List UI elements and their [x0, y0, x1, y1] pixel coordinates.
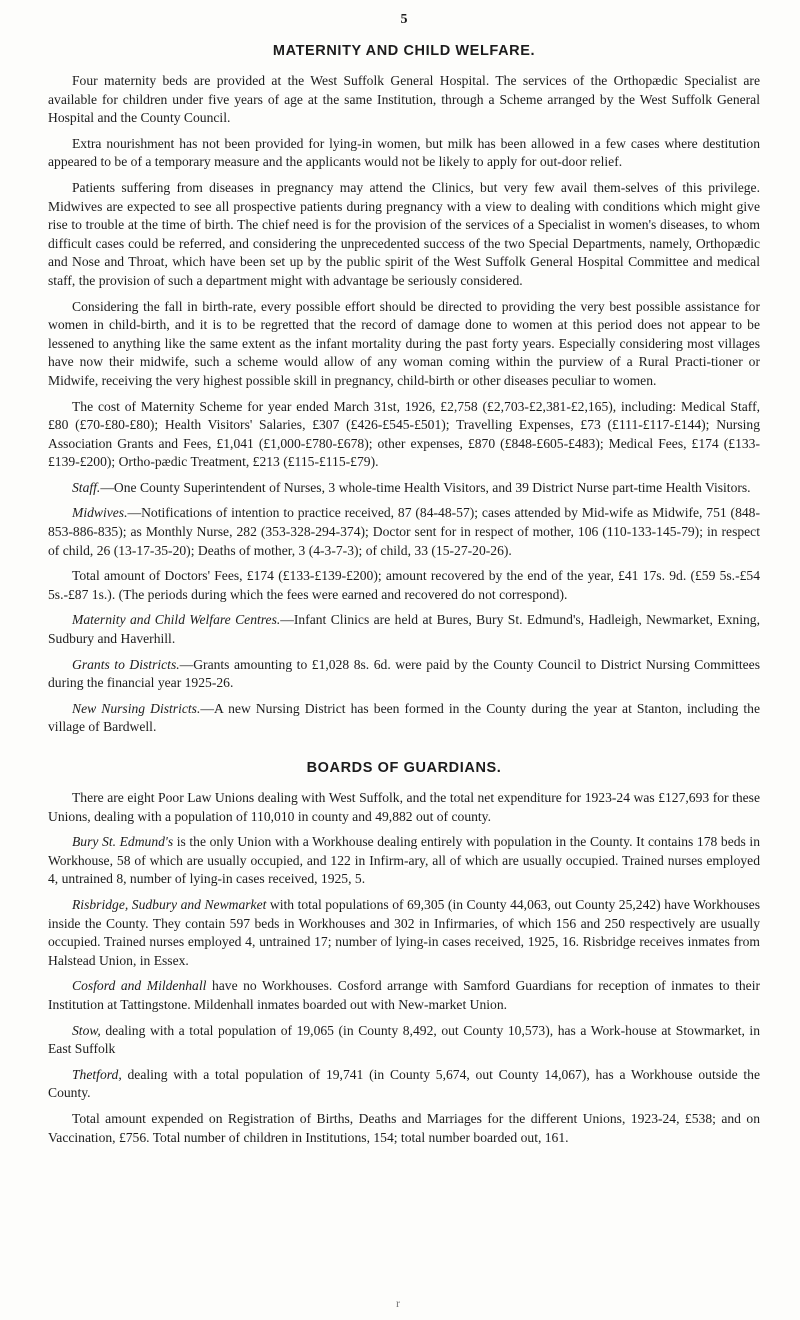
- paragraph-lead: Maternity and Child Welfare Centres.: [72, 612, 281, 628]
- paragraph-text: Patients suffering from diseases in pregnancy may attend the Clinics, but very few avail them-selves of this privilege. Midwives are expected to see all prospective patients during pregnancy with a view to dealing with conditions which might give rise to trouble at the time of birth. The chief need is for the provision of the services of a Specialist in women's diseases, to whom difficult cases could be referred, and considering the unprecedented success of the two Special Departments, namely, Orthopædic and Nose and Throat, which have been set up by the public spirit of the West Suffolk General Hospital Committee and medical staff, the provision of such a department might with advantage be seriously considered.: [48, 179, 760, 288]
- paragraph-text: —Notifications of intention to practice received, 87 (84-48-57); cases attended by Mid-wife as Midwife, 751 (848-853-886-835); as Monthly Nurse, 282 (353-328-294-374); Doctor sent for in respect of mother, 106 (110-133-145-79); in respect of child, 26 (13-17-35-20); Deaths of mother, 3 (4-3-7-3); of child, 33 (15-27-20-26).: [48, 505, 760, 558]
- paragraph-text: is the only Union with a Workhouse dealing entirely with population in the County. It contains 178 beds in Workhouse, 58 of which are usually occupied, and 122 in Infirm-ary, all of which are usually occupied. Trained nurses employed 4, untrained 8, number of lying-in cases received, 1925, 5.: [48, 834, 760, 887]
- paragraph-lead: Grants to Districts.: [72, 656, 180, 672]
- paragraph: [48, 179, 760, 291]
- paragraph: [48, 135, 760, 172]
- footer-mark: r: [396, 1296, 400, 1310]
- paragraph-text: Extra nourishment has not been provided for lying-in women, but milk has been allowed in a few cases where destitution appeared to be of a temporary measure and the applicants would not be likely to apply for out-door relief.: [48, 135, 760, 170]
- paragraph-lead: Risbridge, Sudbury and Newmarket: [72, 896, 267, 912]
- paragraph: [48, 504, 760, 560]
- paragraph-text: —One County Superintendent of Nurses, 3 whole-time Health Visitors, and 39 District Nurse part-time Health Visitors.: [100, 479, 751, 495]
- paragraph-text: Considering the fall in birth-rate, every possible effort should be directed to providing the very best possible assistance for women in child-birth, and it is to be regretted that the record of damage done to women at this period does not appear to be lessened to anything like the same extent as the infant mortality during the past forty years. Especially considering most villages have now their midwife, such a scheme would allow of any woman coming within the purview of a Rural Practi-tioner or Midwife, receiving the very highest possible skill in pregnancy, child-birth or other diseases peculiar to women.: [48, 298, 760, 388]
- paragraph-text: —A new Nursing District has been formed in the County during the year at Stanton, including the village of Bardwell.: [48, 700, 760, 735]
- paragraph: [48, 611, 760, 648]
- paragraph-lead: Thetford,: [72, 1066, 122, 1082]
- section-title-maternity: MATERNITY AND CHILD WELFARE.: [272, 43, 536, 59]
- paragraph-lead: Cosford and Mildenhall: [72, 978, 207, 994]
- paragraph: [48, 977, 760, 1014]
- paragraph: [48, 1066, 760, 1103]
- paragraph: [48, 1110, 760, 1147]
- paragraph-text: The cost of Maternity Scheme for year ended March 31st, 1926, £2,758 (£2,703-£2,381-£2,165), including: Medical Staff, £80 (£70-£80-£80); Health Visitors' Salaries, £307 (£426-£545-£501); Travelling Expenses, £73 (£111-£117-£144); Nursing Association Grants and Fees, £1,041 (£1,000-£780-£678); other expenses, £870 (£848-£605-£483); Medical Fees, £174 (£133-£139-£200); Ortho-pædic Treatment, £213 (£115-£115-£79).: [48, 398, 760, 470]
- paragraph-text: —Infant Clinics are held at Bures, Bury St. Edmund's, Hadleigh, Newmarket, Exning, Sudbury and Haverhill.: [48, 612, 761, 647]
- paragraph: [48, 789, 760, 826]
- paragraph: [48, 398, 760, 472]
- paragraph-lead: New Nursing Districts.: [72, 700, 201, 716]
- paragraph-text: There are eight Poor Law Unions dealing with West Suffolk, and the total net expenditure for 1923-24 was £127,693 for these Unions, dealing with a population of 110,010 in county and 49,882 out of county.: [48, 790, 760, 824]
- paragraph-text: with total populations of 69,305 (in County 44,063, out County 25,242) have Workhouses inside the County. They contain 597 beds in Workhouses and 302 in Infirmaries, of which 156 and 250 respectively are usually occupied. Trained nurses employed 4, untrained 17; number of lying-in cases received, 1925, 16. Risbridge receives inmates from Halstead Union, in Essex.: [48, 896, 760, 968]
- paragraph-lead: Bury St. Edmund's: [72, 834, 174, 850]
- section-body-guardians: [48, 789, 760, 1147]
- page-number: 5: [400, 12, 408, 27]
- paragraph-text: dealing with a total population of 19,741 (in County 5,674, out County 14,067), has a Workhouse outside the County.: [48, 1066, 760, 1101]
- paragraph: [48, 567, 760, 604]
- paragraph: [48, 656, 760, 693]
- section-title-guardians: BOARDS OF GUARDIANS.: [306, 760, 502, 776]
- paragraph-text: Total amount of Doctors' Fees, £174 (£133-£139-£200); amount recovered by the end of the year, £41 17s. 9d. (£59 5s.-£54 5s.-£87 1s.). (The periods during which the fees were earned and recovered do not correspond).: [48, 568, 760, 602]
- paragraph-lead: Midwives.: [72, 505, 128, 521]
- paragraph: [48, 833, 760, 889]
- paragraph-text: Total amount expended on Registration of Births, Deaths and Marriages for the different Unions, 1923-24, £538; and on Vaccination, £756. Total number of children in Institutions, 154; total number boarded out, 161.: [48, 1110, 760, 1145]
- paragraph: [48, 896, 760, 970]
- paragraph-text: dealing with a total population of 19,065 (in County 8,492, out County 10,573), has a Work-house at Stowmarket, in East Suffolk: [48, 1022, 760, 1057]
- paragraph-text: have no Workhouses. Cosford arrange with Samford Guardians for reception of inmates to their Institution at Tattingstone. Mildenhall inmates boarded out with New-market Union.: [48, 978, 761, 1012]
- paragraph-text: Four maternity beds are provided at the West Suffolk General Hospital. The services of the Orthopædic Specialist are available for children under five years of age at the same Institution, through a Scheme arranged by the West Suffolk General Hospital and the County Council.: [48, 73, 760, 126]
- paragraph: [48, 72, 760, 128]
- paragraph-lead: Staff.: [72, 479, 101, 495]
- paragraph: [48, 479, 760, 498]
- paragraph-text: —Grants amounting to £1,028 8s. 6d. were paid by the County Council to District Nursing Committees during the financial year 1925-26.: [48, 656, 760, 691]
- paragraph: [48, 1022, 760, 1059]
- section-body-maternity: [48, 72, 760, 737]
- paragraph: [48, 700, 760, 737]
- paragraph: [48, 298, 760, 391]
- paragraph-lead: Stow,: [72, 1022, 101, 1038]
